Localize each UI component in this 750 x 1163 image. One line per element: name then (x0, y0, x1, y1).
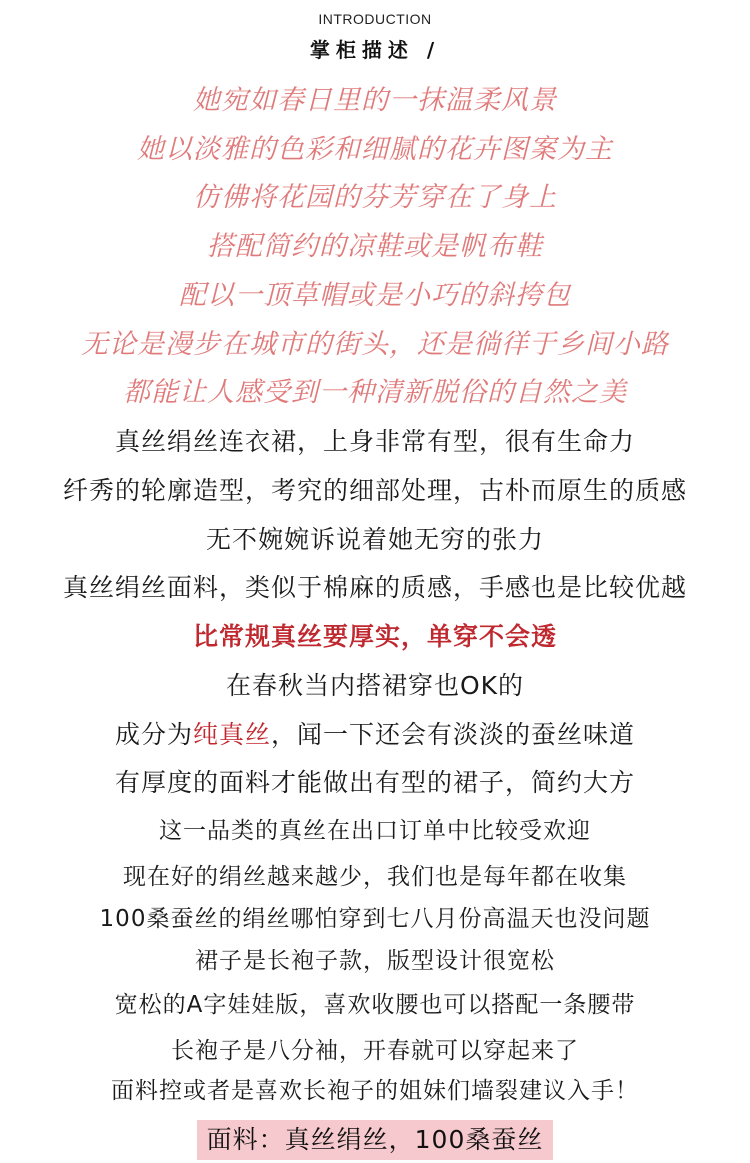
fabric-badge-row (0, 1120, 750, 1160)
poem-line: 搭配简约的凉鞋或是帆布鞋 (207, 231, 543, 262)
desc-line: 现在好的绢丝越来越少，我们也是每年都在收集 (123, 864, 627, 890)
poem-line: 她以淡雅的色彩和细腻的花卉图案为主 (137, 134, 613, 165)
desc-line: 长袍子是八分袖，开春就可以穿起来了 (171, 1038, 579, 1064)
desc-line: 真丝绢丝连衣裙，上身非常有型，很有生命力 (114, 427, 635, 456)
poem-line: 无论是漫步在城市的街头，还是徜徉于乡间小路 (81, 329, 669, 360)
desc-line: 有厚度的面料才能做出有型的裙子，简约大方 (114, 768, 635, 797)
poem-line: 都能让人感受到一种清新脱俗的自然之美 (123, 377, 627, 408)
desc-line: 纤秀的轮廓造型，考究的细部处理，古朴而原生的质感 (62, 476, 687, 505)
desc-line: 这一品类的真丝在出口订单中比较受欢迎 (159, 818, 591, 844)
composition-highlight: 纯真丝 (192, 720, 271, 749)
desc-line: 面料控或者是喜欢长袍子的姐妹们墙裂建议入手！ (111, 1078, 639, 1104)
intro-heading-cn: 掌柜描述 / (309, 38, 441, 62)
desc-line: 裙子是长袍子款，版型设计很宽松 (195, 948, 555, 974)
fabric-badge: 面料：真丝绢丝，100桑蚕丝 (197, 1120, 554, 1160)
desc-line: 100桑蚕丝的绢丝哪怕穿到七八月份高温天也没问题 (99, 906, 651, 932)
poem-line: 配以一顶草帽或是小巧的斜挎包 (179, 280, 571, 311)
desc-line: 真丝绢丝面料，类似于棉麻的质感，手感也是比较优越 (62, 573, 687, 602)
composition-prefix: 成分为 (114, 720, 193, 749)
desc-line: 在春秋当内搭裙穿也OK的 (225, 671, 525, 700)
desc-line-highlight: 比常规真丝要厚实，单穿不会透 (192, 622, 557, 651)
poem-line: 仿佛将花园的芬芳穿在了身上 (193, 182, 557, 213)
desc-line: 无不婉婉诉说着她无穷的张力 (205, 525, 544, 554)
composition-suffix: ，闻一下还会有淡淡的蚕丝味道 (271, 720, 636, 749)
desc-line: 宽松的A字娃娃版，喜欢收腰也可以搭配一条腰带 (114, 992, 636, 1018)
intro-heading-en: INTRODUCTION (318, 11, 432, 27)
desc-line-composition (0, 715, 750, 755)
poem-line: 她宛如春日里的一抹温柔风景 (193, 85, 557, 116)
